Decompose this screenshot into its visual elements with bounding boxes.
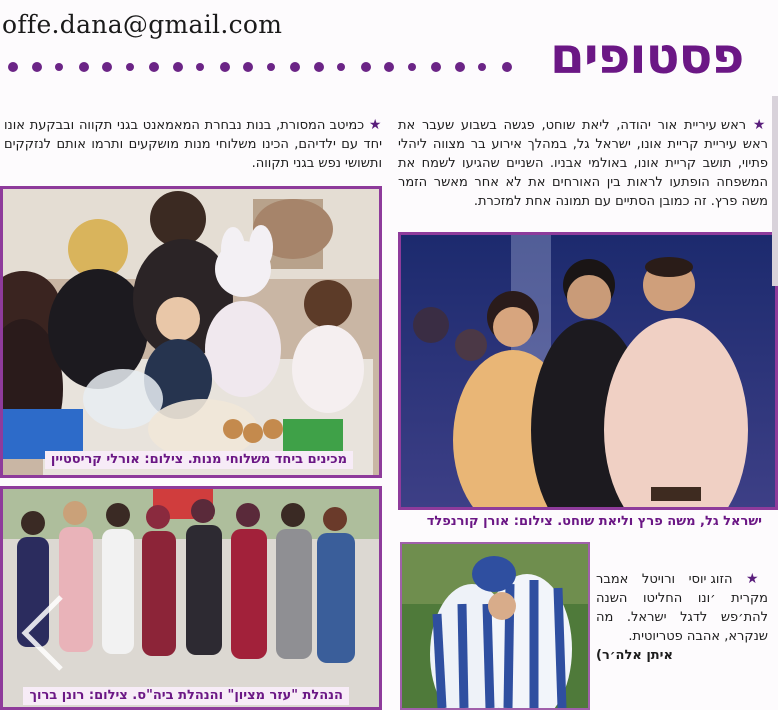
divider-dot bbox=[314, 62, 324, 72]
divider-dot bbox=[79, 62, 89, 72]
divider-dot bbox=[102, 62, 112, 72]
divider-dot bbox=[149, 62, 159, 72]
article-right-bottom bbox=[596, 570, 768, 680]
divider-dot bbox=[32, 62, 42, 72]
page-edge bbox=[772, 96, 778, 286]
star-icon: ★ bbox=[368, 117, 382, 133]
divider-dot bbox=[126, 63, 134, 71]
divider-dot bbox=[384, 62, 394, 72]
divider-dot bbox=[220, 62, 230, 72]
divider-dot bbox=[55, 63, 63, 71]
divider-dot bbox=[431, 62, 441, 72]
photo-three-people bbox=[398, 232, 778, 510]
caption-three: ישראל גל, משה פרץ וליאת שוחט. צילום: אורן קורנפלד bbox=[426, 514, 762, 529]
article-left-top-text: כמיטב המסורת, בנות נבחרת המאמאנט בגני תקווה ובבקעת אונו יחד עם ילדיהם, הכינו משלוחי מנות מושקעים ותרמו אותם לנזקקים ותשושי נפש בגני תקווה. bbox=[4, 118, 382, 171]
divider-dot bbox=[408, 63, 416, 71]
article-left-top bbox=[4, 116, 382, 178]
divider-dot bbox=[8, 62, 18, 72]
star-icon: ★ bbox=[746, 571, 768, 587]
photo-flag-couple bbox=[400, 542, 590, 710]
divider-dot bbox=[173, 62, 183, 72]
email-address: offe.dana@gmail.com bbox=[2, 10, 283, 39]
divider-dot bbox=[196, 63, 204, 71]
divider-dot bbox=[290, 62, 300, 72]
dotted-divider bbox=[0, 56, 530, 76]
photo-group bbox=[0, 486, 382, 710]
article-right-bottom-credit: איתן אלה׳ר) bbox=[596, 648, 673, 663]
article-right-top bbox=[398, 116, 768, 230]
photo-kids-illustration bbox=[3, 189, 379, 475]
divider-dot bbox=[478, 63, 486, 71]
divider-dot bbox=[361, 62, 371, 72]
article-right-bottom-text: הזוג יוסי ורויטל אמבר מקרית ׳ונו החליטו השנה להת׳פש לדגל ישראל. מה שנקרא, אהבה פטריוטית. bbox=[596, 572, 768, 644]
star-icon: ★ bbox=[752, 117, 768, 133]
caption-group: הנהלת "עזר מציון" והנהלת ביה"ס. צילום: רונן ברוך bbox=[23, 687, 349, 705]
divider-dot bbox=[455, 62, 465, 72]
divider-dot bbox=[502, 62, 512, 72]
divider-dot bbox=[267, 63, 275, 71]
article-right-top-text: ראש עיריית אור יהודה, ליאת שוחט, פגשה בשבוע שעבר את ראש עיריית קריית אונו, ישראל גל, במהלך אירוע בר מצווה ליהלי פתיוי, תושב קריית אונו, באולמי אבניו. השניים שהגיעו לשמח את המשפחה הופתעו לראות בין האורחים את לא אחר מאשר הזמר משה פרץ. זה כמובן הסתיים עם תמונה אחת למזכרת. bbox=[398, 118, 768, 209]
divider-dot bbox=[337, 63, 345, 71]
divider-dot bbox=[243, 62, 253, 72]
photo-kids-mishloach-manot bbox=[0, 186, 382, 478]
section-masthead: פסטופים bbox=[550, 27, 744, 85]
photo-flag-illustration bbox=[402, 544, 588, 708]
caption-kids: מכינים ביחד משלוחי מנות. צילום: אורלי קריסטיין bbox=[45, 451, 353, 469]
photo-group-illustration bbox=[3, 489, 379, 707]
photo-three-illustration bbox=[401, 235, 775, 507]
